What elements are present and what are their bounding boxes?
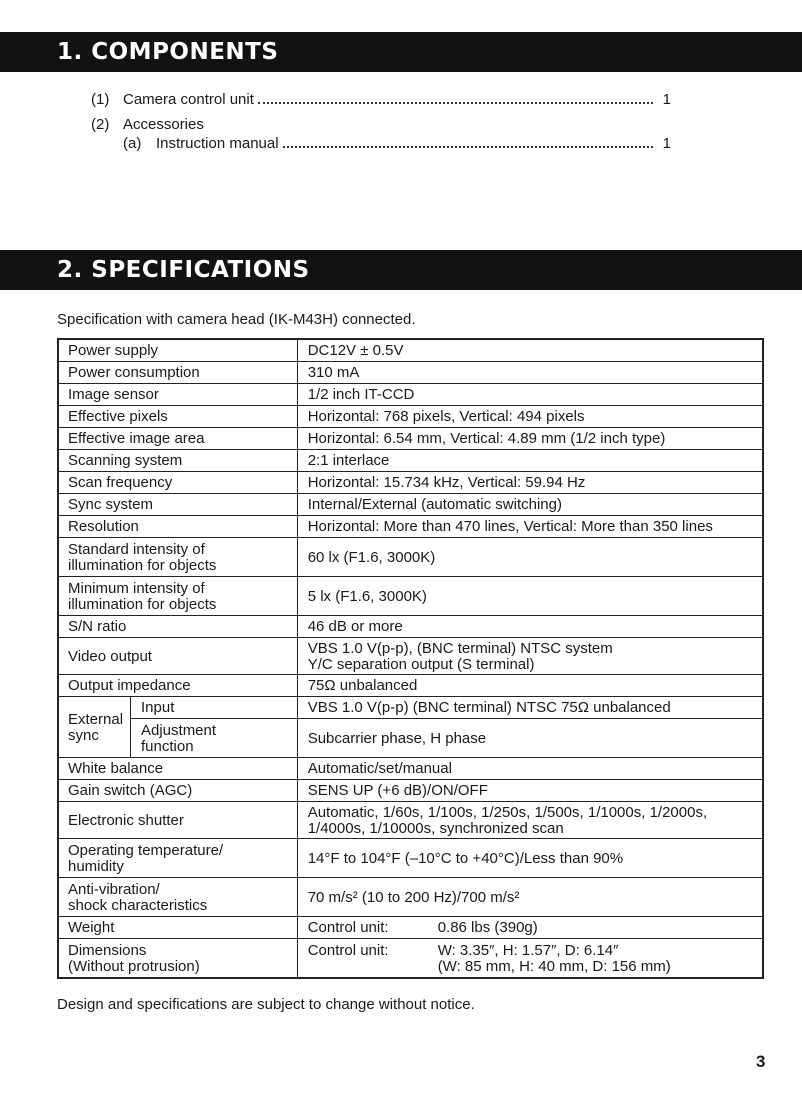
label-line: External xyxy=(68,710,124,728)
table-row xyxy=(58,719,763,758)
value-line: Automatic, 1/60s, 1/100s, 1/250s, 1/500s, 1/1000s, 1/2000s, xyxy=(307,803,708,821)
spec-sublabel: Input xyxy=(131,697,298,719)
specifications-heading: 2. SPECIFICATIONS xyxy=(0,250,802,290)
spec-value: Automatic/set/manual xyxy=(297,758,763,780)
spec-value: 14°F to 104°F (–10°C to +40°C)/Less than 90% xyxy=(297,839,763,878)
table-row xyxy=(58,406,763,428)
item-number: (2) xyxy=(91,116,110,133)
table-row xyxy=(58,839,763,878)
spec-value: 310 mA xyxy=(297,362,763,384)
spec-label: Scan frequency xyxy=(58,472,297,494)
spec-value: SENS UP (+6 dB)/ON/OFF xyxy=(297,780,763,802)
subitem-quantity: 1 xyxy=(662,135,671,152)
spec-value: 5 lx (F1.6, 3000K) xyxy=(297,577,763,616)
list-subitem xyxy=(91,135,671,155)
table-row xyxy=(58,384,763,406)
dimensions-line: W: 3.35″, H: 1.57″, D: 6.14″ xyxy=(437,941,619,959)
dot-leader xyxy=(258,102,653,104)
spec-label: Power consumption xyxy=(58,362,297,384)
spec-value: DC12V ± 0.5V xyxy=(297,339,763,362)
table-row xyxy=(58,339,763,362)
value-line: Y/C separation output (S terminal) xyxy=(307,655,535,673)
table-row xyxy=(58,758,763,780)
spec-value: 46 dB or more xyxy=(297,616,763,638)
spec-value: Horizontal: 768 pixels, Vertical: 494 pixels xyxy=(297,406,763,428)
table-row xyxy=(58,428,763,450)
spec-value: 70 m/s² (10 to 200 Hz)/700 m/s² xyxy=(297,878,763,917)
spec-value xyxy=(297,802,763,839)
dot-leader xyxy=(283,146,653,148)
table-row xyxy=(58,697,763,719)
label-line: illumination for objects xyxy=(68,595,217,613)
table-row xyxy=(58,780,763,802)
label-line: Standard intensity of xyxy=(68,540,205,558)
item-quantity: 1 xyxy=(662,91,671,108)
table-row xyxy=(58,450,763,472)
label-line: sync xyxy=(68,726,99,744)
item-label: Accessories xyxy=(123,116,204,133)
spec-label xyxy=(58,939,297,979)
spec-label xyxy=(58,878,297,917)
table-row xyxy=(58,638,763,675)
spec-value: Horizontal: 15.734 kHz, Vertical: 59.94 Hz xyxy=(297,472,763,494)
spec-value: VBS 1.0 V(p-p) (BNC terminal) NTSC 75Ω unbalanced xyxy=(297,697,763,719)
list-item xyxy=(91,91,671,111)
spec-label: Output impedance xyxy=(58,675,297,697)
subitem-label: Instruction manual xyxy=(156,135,279,152)
item-number: (1) xyxy=(91,91,110,108)
table-row xyxy=(58,616,763,638)
label-line: Minimum intensity of xyxy=(68,579,205,597)
spec-label: Image sensor xyxy=(58,384,297,406)
spec-label xyxy=(58,839,297,878)
value-line: VBS 1.0 V(p-p), (BNC terminal) NTSC system xyxy=(307,639,613,657)
spec-label xyxy=(58,538,297,577)
spec-table xyxy=(57,338,764,979)
table-row xyxy=(58,675,763,697)
spec-value xyxy=(297,939,763,979)
label-line: Adjustment xyxy=(141,721,217,739)
unit-label: Control unit: xyxy=(307,919,389,936)
table-row xyxy=(58,362,763,384)
table-row xyxy=(58,538,763,577)
label-line: shock characteristics xyxy=(68,896,208,914)
table-row xyxy=(58,917,763,939)
table-row xyxy=(58,494,763,516)
components-heading: 1. COMPONENTS xyxy=(0,32,802,72)
label-line: function xyxy=(141,737,194,755)
label-line: (Without protrusion) xyxy=(68,957,200,975)
spec-label: Gain switch (AGC) xyxy=(58,780,297,802)
dimensions-line: (W: 85 mm, H: 40 mm, D: 156 mm) xyxy=(437,957,671,975)
item-label: Camera control unit xyxy=(123,91,254,108)
spec-label: S/N ratio xyxy=(58,616,297,638)
table-row xyxy=(58,516,763,538)
spec-label: Video output xyxy=(58,638,297,675)
spec-label: Sync system xyxy=(58,494,297,516)
label-line: Dimensions xyxy=(68,941,147,959)
table-row xyxy=(58,878,763,917)
label-line: humidity xyxy=(68,857,124,875)
page-number: 3 xyxy=(756,1052,766,1071)
spec-value: Horizontal: 6.54 mm, Vertical: 4.89 mm (1/2 inch type) xyxy=(297,428,763,450)
spec-value: Horizontal: More than 470 lines, Vertical: More than 350 lines xyxy=(297,516,763,538)
list-item xyxy=(91,116,671,136)
spec-label: Power supply xyxy=(58,339,297,362)
spec-value xyxy=(297,917,763,939)
components-list xyxy=(91,91,671,155)
spec-value: 60 lx (F1.6, 3000K) xyxy=(297,538,763,577)
spec-label: Resolution xyxy=(58,516,297,538)
external-sync-label xyxy=(58,697,131,758)
spec-label: Weight xyxy=(58,917,297,939)
spec-label: White balance xyxy=(58,758,297,780)
spec-label: Effective image area xyxy=(58,428,297,450)
subitem-number: (a) xyxy=(123,135,142,152)
spec-value: Internal/External (automatic switching) xyxy=(297,494,763,516)
weight-value: 0.86 lbs (390g) xyxy=(437,919,538,936)
spec-value: 2:1 interlace xyxy=(297,450,763,472)
label-line: illumination for objects xyxy=(68,556,217,574)
label-line: Anti-vibration/ xyxy=(68,880,160,898)
spec-label: Effective pixels xyxy=(58,406,297,428)
spec-value: 1/2 inch IT-CCD xyxy=(297,384,763,406)
spec-label: Scanning system xyxy=(58,450,297,472)
label-line: Operating temperature/ xyxy=(68,841,224,859)
spec-value xyxy=(297,638,763,675)
spec-intro: Specification with camera head (IK-M43H) connected. xyxy=(57,311,416,328)
unit-label: Control unit: xyxy=(307,941,389,959)
spec-value: Subcarrier phase, H phase xyxy=(297,719,763,758)
spec-label: Electronic shutter xyxy=(58,802,297,839)
spec-sublabel xyxy=(131,719,298,758)
spec-label xyxy=(58,577,297,616)
table-row xyxy=(58,939,763,979)
table-row xyxy=(58,577,763,616)
value-line: 1/4000s, 1/10000s, synchronized scan xyxy=(307,819,564,837)
table-row xyxy=(58,472,763,494)
spec-disclaimer: Design and specifications are subject to change without notice. xyxy=(57,996,475,1013)
spec-value: 75Ω unbalanced xyxy=(297,675,763,697)
table-row xyxy=(58,802,763,839)
